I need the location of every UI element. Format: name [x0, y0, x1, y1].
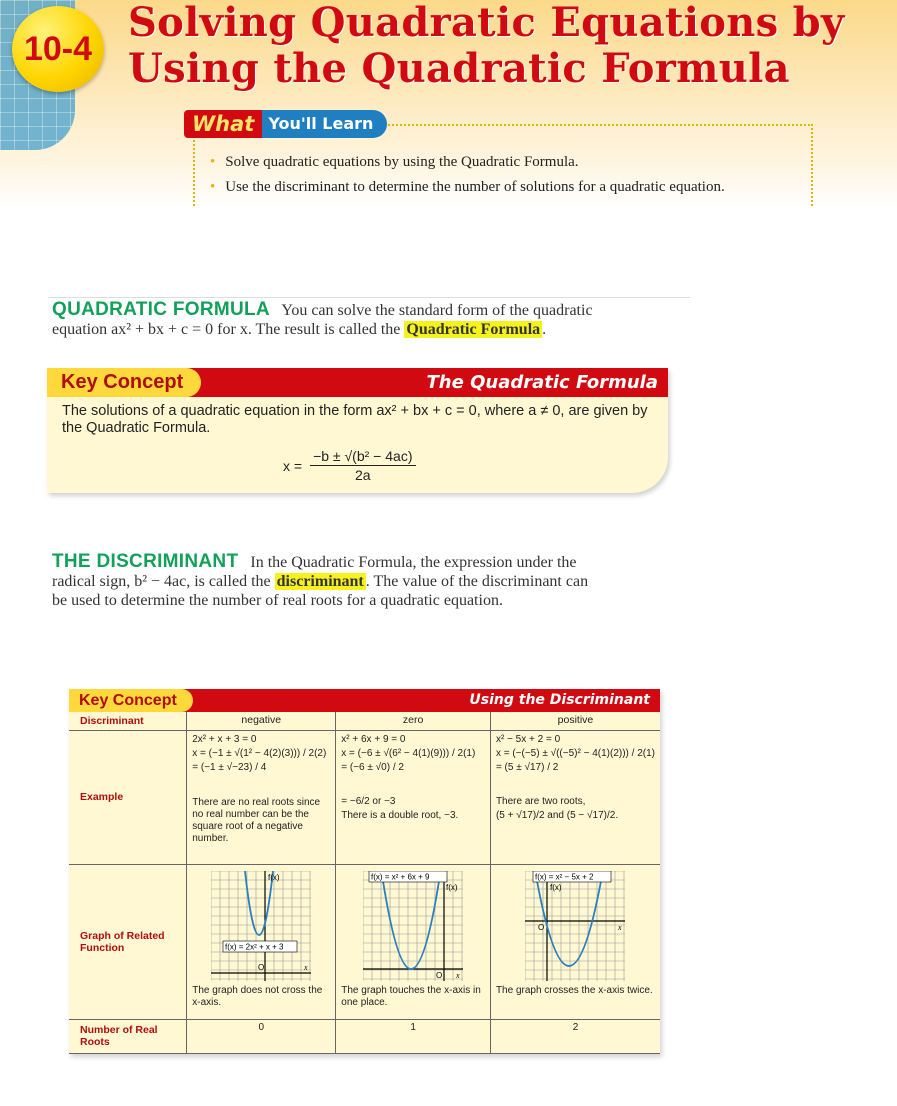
table-row: Discriminant negative zero positive [69, 712, 660, 730]
table-row: Number of Real Roots 0 1 2 [69, 1019, 660, 1053]
divider [48, 297, 690, 298]
function-label: f(x) = x² + 6x + 9 [371, 872, 430, 881]
fx-axis-label: f(x) [446, 882, 458, 892]
function-label: f(x) = x² − 5x + 2 [535, 872, 594, 881]
highlighted-term: Quadratic Formula [406, 321, 541, 338]
fx-axis-label: f(x) [550, 882, 563, 892]
objective-item: • Use the discriminant to determine the number of solutions for a quadratic equation. [210, 175, 725, 200]
origin-label: O [436, 970, 443, 980]
x-axis-label: x [456, 970, 460, 980]
highlighted-term: discriminant [276, 573, 364, 590]
objective-item: • Solve quadratic equations by using the Quadratic Formula. [210, 150, 725, 175]
key-concept-label: Key Concept [69, 689, 193, 712]
x-axis-label: x [304, 962, 308, 972]
key-concept-discriminant [69, 689, 660, 1054]
objectives-list [210, 150, 725, 200]
table-row: Example 2x² + x + 3 = 0 x = (−1 ± √(1² − 4(2)(3))) / 2(2) = (−1 ± √−23) / 4 There are no real roots since no real number can be the square root of a negative number. x² + 6x + 9 = 0 x = (−6 ± √(6² − 4(1)(9))) / 2(1) = (−6 ± √0) / 2 = −6/2 or −3 There is a double root, −3. x² − 5x + 2 = 0 x = (−(−5) ± √((−5)² − 4(1)(2))) / 2(1) = (5 ± √17) / 2 There are two roots, (5 + √17)/2 and (5 − √17)/2. [69, 730, 660, 864]
key-concept-label: Key Concept [47, 368, 201, 397]
table-row: Graph of Related Function f(x) = 2x² + x + 3 f(x) O x The graph does not cross the x-axis. f(x) = x² + 6x + 9 f(x) O x The graph touches the x-axis in one place. f(x) = x² − 5x + 2 f(x) O x The graph crosses the x-axis twice. [69, 864, 660, 1019]
graph-negative: f(x) = 2x² + x + 3 f(x) O x The graph does not cross the x-axis. [187, 864, 336, 1019]
section-heading: THE DISCRIMINANT [52, 551, 239, 572]
parabola-graph [525, 871, 625, 981]
key-concept-text: The solutions of a quadratic equation in the form ax² + bx + c = 0, where a ≠ 0, are given by the Quadratic Formula. [62, 403, 648, 436]
quadratic-formula: x = $\frac{\text{−b ± √(b² − 4ac)}}{2a}$ [283, 448, 416, 483]
graph-zero: f(x) = x² + 6x + 9 f(x) O x The graph touches the x-axis in one place. [336, 864, 491, 1019]
key-concept-title: Using the Discriminant [469, 692, 650, 708]
lesson-number-badge: 10-4 [12, 6, 104, 92]
function-label: f(x) = 2x² + x + 3 [225, 942, 284, 951]
discriminant-table [69, 712, 660, 1054]
graph-positive: f(x) = x² − 5x + 2 f(x) O x The graph crosses the x-axis twice. [490, 864, 660, 1019]
fx-axis-label: f(x) [268, 872, 280, 882]
origin-label: O [538, 922, 545, 932]
section-heading: QUADRATIC FORMULA [52, 299, 270, 320]
example-zero: x² + 6x + 9 = 0 x = (−6 ± √(6² − 4(1)(9))) / 2(1) = (−6 ± √0) / 2 = −6/2 or −3 There is a double root, −3. [336, 730, 491, 864]
origin-label: O [258, 962, 265, 972]
example-negative: 2x² + x + 3 = 0 x = (−1 ± √(1² − 4(2)(3))) / 2(2) = (−1 ± √−23) / 4 There are no real roots since no real number can be the square root of a negative number. [187, 730, 336, 864]
quadratic-formula-intro: QUADRATIC FORMULA You can solve the standard form of the quadratic equation ax² + bx + c = 0 for x. The result is called the Quadratic Formula . [52, 299, 593, 338]
key-concept-title: The Quadratic Formula [426, 372, 658, 393]
discriminant-intro: THE DISCRIMINANT In the Quadratic Formula, the expression under the radical sign, b² − 4ac, is called the discriminant . The value of the discriminant can be used to determine the number of real roots for a quadratic equation. [52, 551, 589, 609]
parabola-graph [363, 871, 463, 981]
x-axis-label: x [618, 922, 623, 932]
example-positive: x² − 5x + 2 = 0 x = (−(−5) ± √((−5)² − 4(1)(2))) / 2(1) = (5 ± √17) / 2 There are two roots, (5 + √17)/2 and (5 − √17)/2. [490, 730, 660, 864]
parabola-graph [211, 871, 311, 981]
what-youll-learn-tab: What You'll Learn [184, 110, 387, 138]
lesson-title: Solving Quadratic Equations by Using the Quadratic Formula [128, 0, 845, 92]
key-concept-quadratic-formula [47, 368, 668, 493]
